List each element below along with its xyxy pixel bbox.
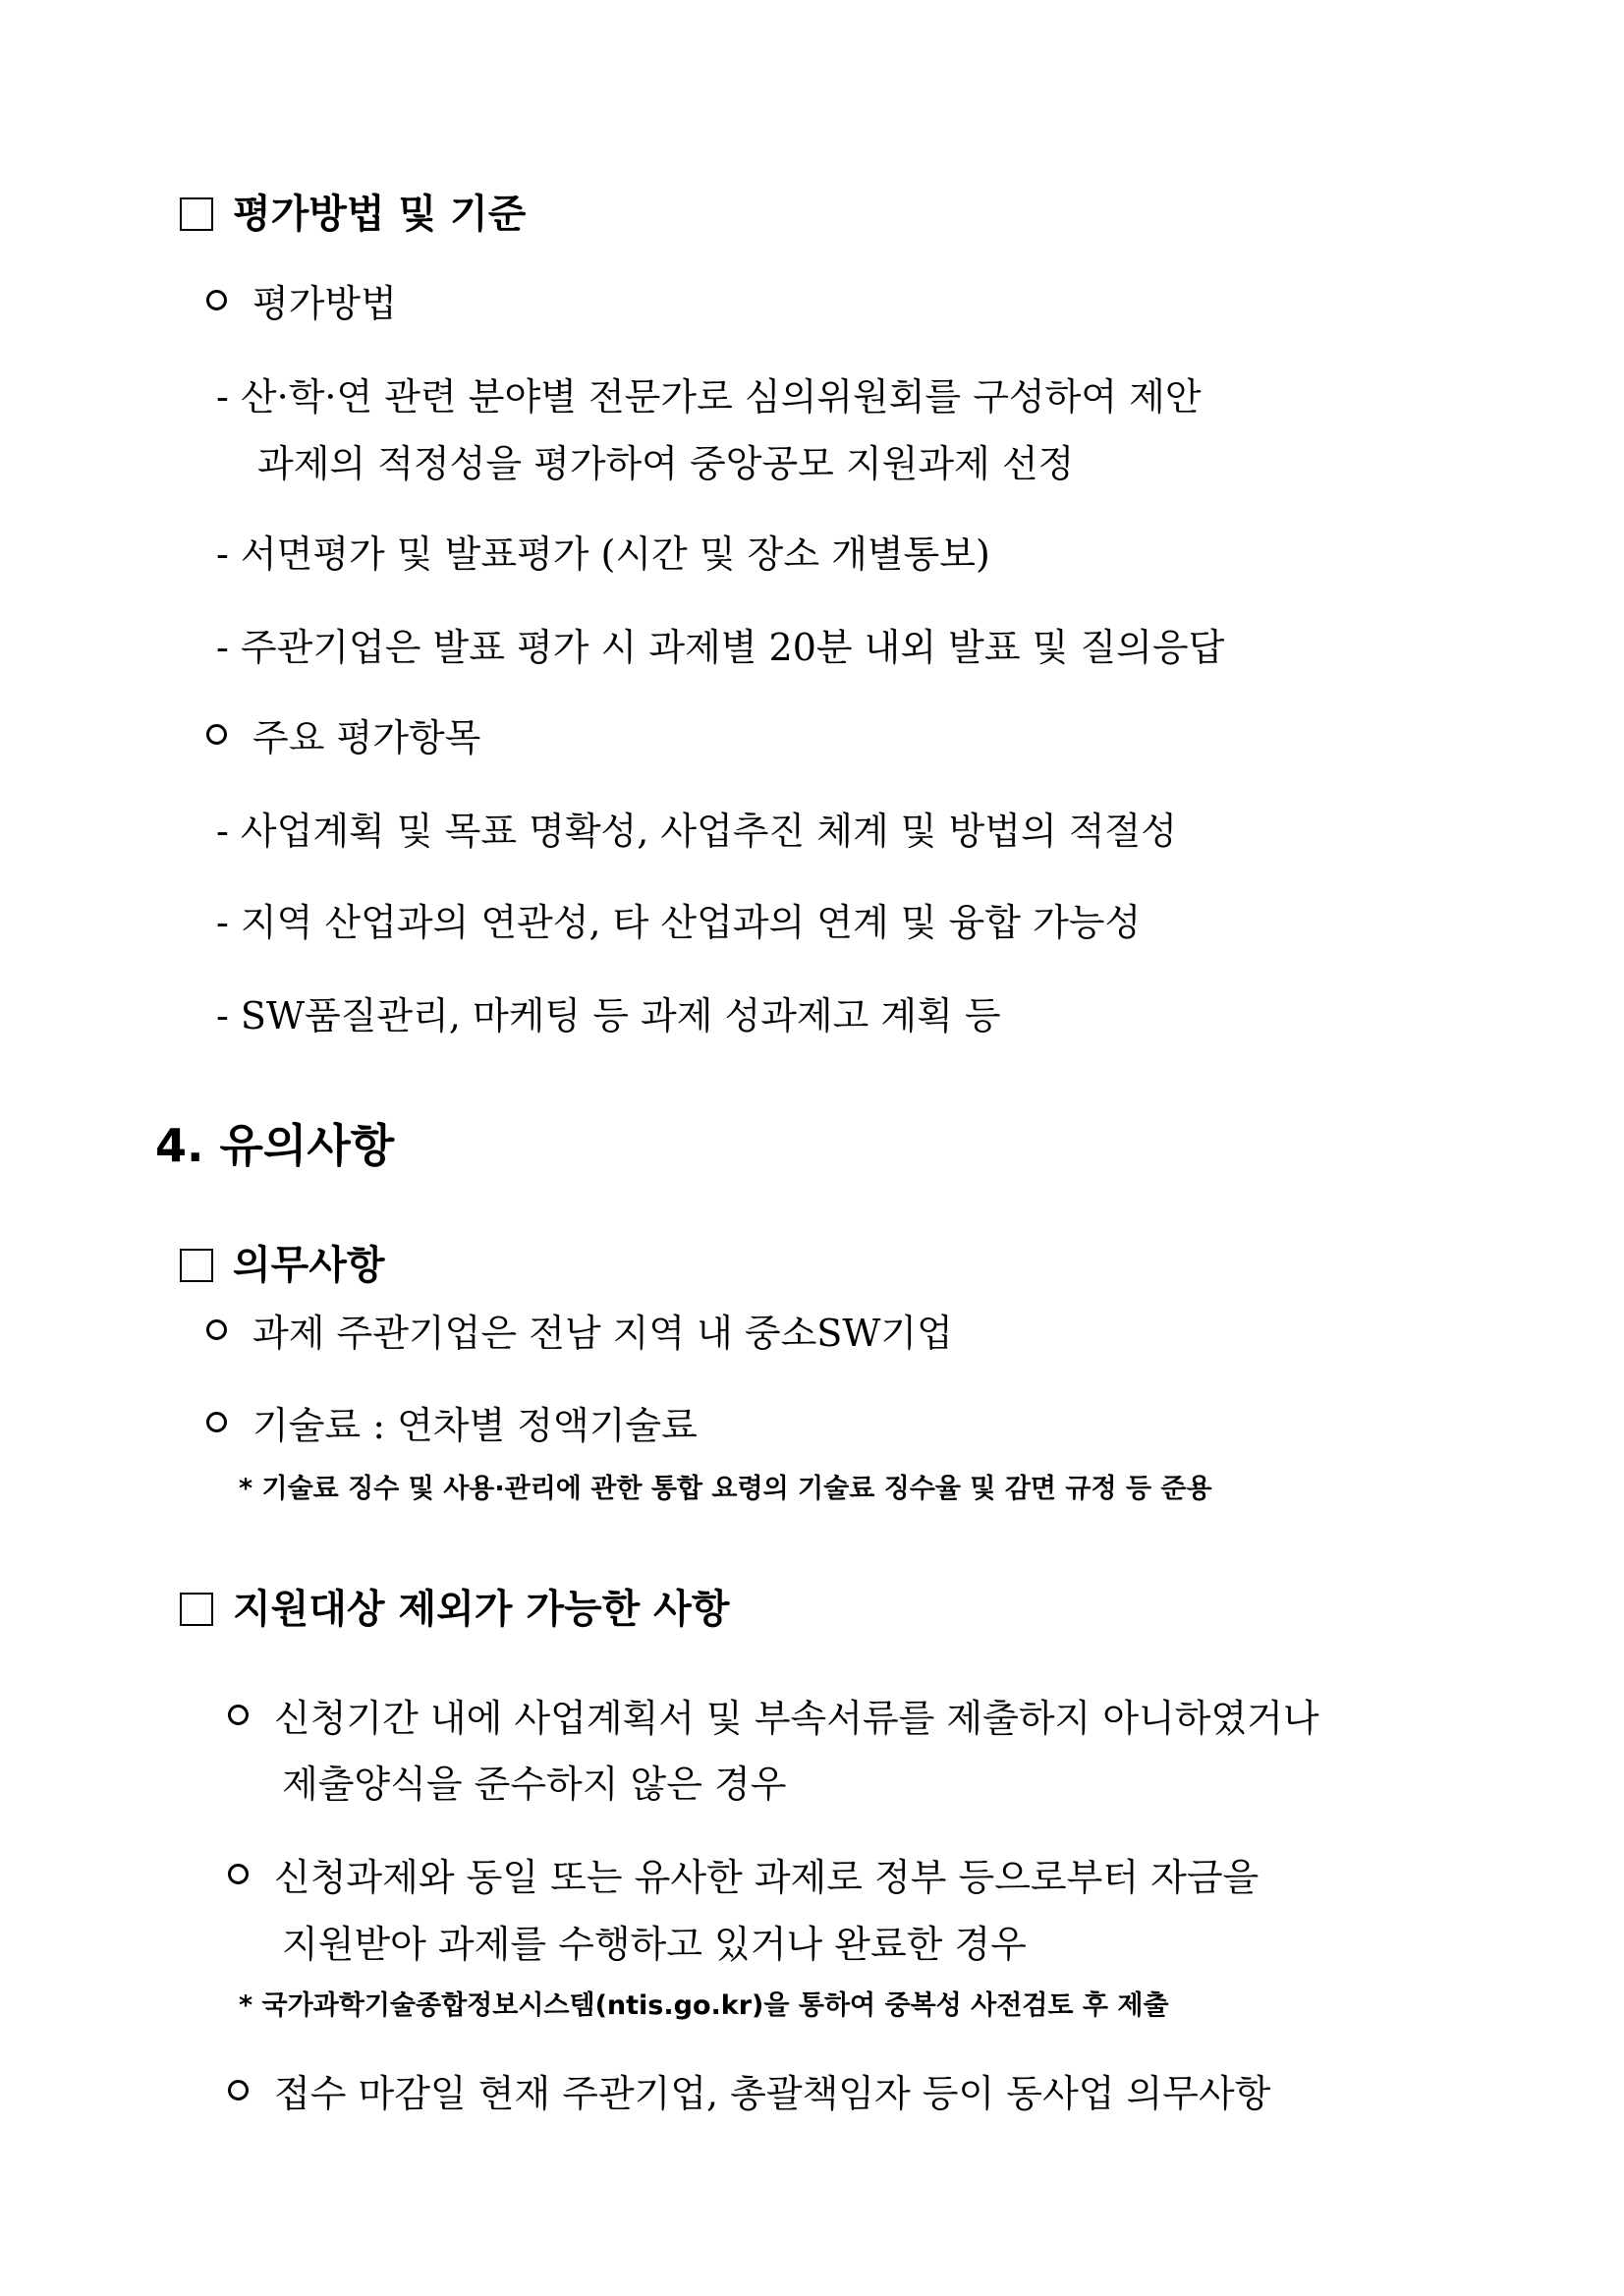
criteria-item-3: - SW품질관리, 마케팅 등 과제 성과제고 계획 등	[216, 994, 1001, 1037]
circle-bullet-icon	[228, 2080, 249, 2100]
exclusion-item-2	[228, 1856, 1260, 1899]
obligation-note: * 기술료 징수 및 사용·관리에 관한 통합 요령의 기술료 징수율 및 감면 규정 등 준용	[239, 1474, 1212, 1504]
exclusion-item-1	[228, 1697, 1319, 1740]
method-item-1-cont: 과제의 적정성을 평가하여 중앙공모 지원과제 선정	[257, 442, 1075, 485]
obligation-item-2-text: 기술료 : 연차별 정액기술료	[252, 1404, 698, 1447]
circle-bullet-icon	[228, 1705, 249, 1725]
circle-bullet-icon	[206, 1319, 227, 1340]
obligation-item-1-text: 과제 주관기업은 전남 지역 내 중소SW기업	[252, 1312, 953, 1355]
circle-bullet-icon	[206, 724, 227, 745]
method-item-3: - 주관기업은 발표 평가 시 과제별 20분 내외 발표 및 질의응답	[216, 626, 1225, 669]
method-item-2: - 서면평가 및 발표평가 (시간 및 장소 개별통보)	[216, 532, 990, 576]
exclusion-item-3	[228, 2072, 1271, 2115]
section-title: 4. 유의사항	[155, 1119, 395, 1172]
exclusion-item-1-text: 신청기간 내에 사업계획서 및 부속서류를 제출하지 아니하였거나	[274, 1697, 1319, 1740]
obligations-heading-text: 의무사항	[233, 1243, 385, 1288]
exclusion-item-2-text: 신청과제와 동일 또는 유사한 과제로 정부 등으로부터 자금을	[274, 1856, 1260, 1899]
circle-bullet-icon	[206, 1412, 227, 1432]
evaluation-heading-text: 평가방법 및 기준	[233, 192, 527, 237]
circle-bullet-icon	[206, 290, 227, 310]
circle-bullet-icon	[228, 1864, 249, 1884]
criteria-bullet	[206, 716, 481, 759]
evaluation-heading	[180, 192, 527, 237]
obligation-item-1	[206, 1312, 953, 1355]
criteria-label: 주요 평가항목	[252, 716, 481, 759]
checkbox-square-icon	[180, 1249, 213, 1282]
method-bullet	[206, 282, 397, 325]
method-item-1: - 산·학·연 관련 분야별 전문가로 심의위원회를 구성하여 제안	[216, 375, 1202, 419]
method-label: 평가방법	[252, 282, 397, 325]
checkbox-square-icon	[180, 197, 213, 231]
exclusions-heading	[180, 1587, 730, 1632]
obligations-heading	[180, 1243, 385, 1288]
criteria-item-1: - 사업계획 및 목표 명확성, 사업추진 체계 및 방법의 적절성	[216, 810, 1177, 853]
exclusions-heading-text: 지원대상 제외가 가능한 사항	[233, 1587, 730, 1632]
exclusion-note: * 국가과학기술종합정보시스템(ntis.go.kr)을 통하여 중복성 사전검토 후 제출	[239, 1990, 1169, 2021]
checkbox-square-icon	[180, 1593, 213, 1626]
criteria-item-2: - 지역 산업과의 연관성, 타 산업과의 연계 및 융합 가능성	[216, 901, 1142, 944]
exclusion-item-3-text: 접수 마감일 현재 주관기업, 총괄책임자 등이 동사업 의무사항	[274, 2072, 1271, 2115]
obligation-item-2	[206, 1404, 698, 1447]
exclusion-item-1-cont: 제출양식을 준수하지 않은 경우	[282, 1763, 787, 1806]
exclusion-item-2-cont: 지원받아 과제를 수행하고 있거나 완료한 경우	[282, 1923, 1027, 1966]
